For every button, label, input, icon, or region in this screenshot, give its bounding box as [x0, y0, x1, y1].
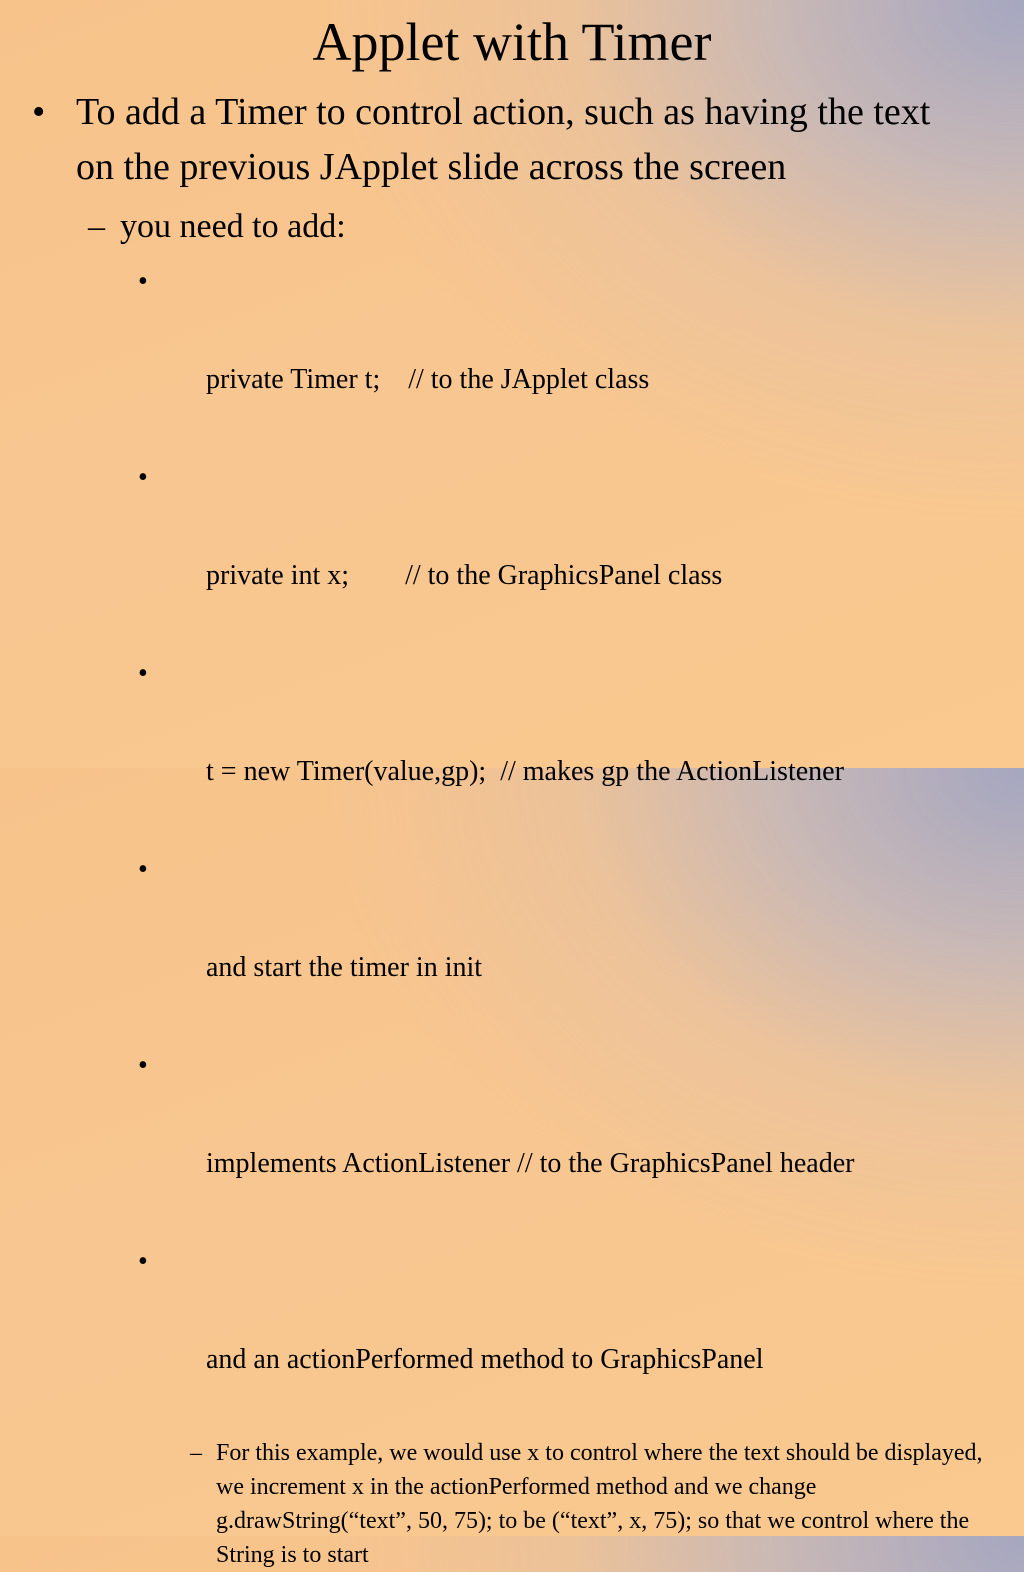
slide-title: Applet with Timer — [312, 12, 712, 72]
list-item-text: private int x; // to the GraphicsPanel class — [206, 560, 723, 591]
list-item — [0, 1237, 1024, 1433]
dash-marker: – — [190, 1440, 202, 1466]
code-steps-list — [0, 257, 1024, 1433]
bullet-you-need-to-add — [0, 203, 1024, 251]
bullet-text: you need to add: — [120, 208, 346, 245]
note-text: For this example, we would use x to control where the text should be displayed, we increment x in the actionPerformed method and we change g.drawString(“text”, 50, 75); to be (“text”, x, 75); so that we control where the String is to start — [216, 1440, 983, 1568]
bullet-marker: • — [32, 91, 46, 133]
dash-marker: – — [88, 208, 105, 245]
bullet-text: To add a Timer to control action, such as having the text on the previous JApplet slide across the screen — [76, 91, 931, 188]
list-item — [0, 257, 1024, 453]
bullet-marker: • — [138, 854, 148, 885]
list-item-text: and start the timer in init — [206, 952, 483, 983]
bullet-timer-intro — [0, 85, 976, 195]
bullet-marker: • — [138, 658, 148, 689]
list-item — [0, 649, 1024, 845]
slide-body — [0, 85, 1024, 1572]
list-item — [0, 1041, 1024, 1237]
list-item-text: and an actionPerformed method to GraphicsPanel — [206, 1344, 764, 1375]
list-item — [0, 453, 1024, 649]
bullet-marker: • — [138, 266, 148, 297]
list-item — [0, 845, 1024, 1041]
bullet-marker: • — [138, 1246, 148, 1277]
bullet-marker: • — [138, 1050, 148, 1081]
bullet-marker: • — [138, 462, 148, 493]
example-note — [0, 1436, 1006, 1572]
list-item-text: t = new Timer(value,gp); // makes gp the ActionListener — [206, 756, 844, 787]
list-item-text: private Timer t; // to the JApplet class — [206, 364, 650, 395]
list-item-text: implements ActionListener // to the GraphicsPanel header — [206, 1148, 855, 1179]
